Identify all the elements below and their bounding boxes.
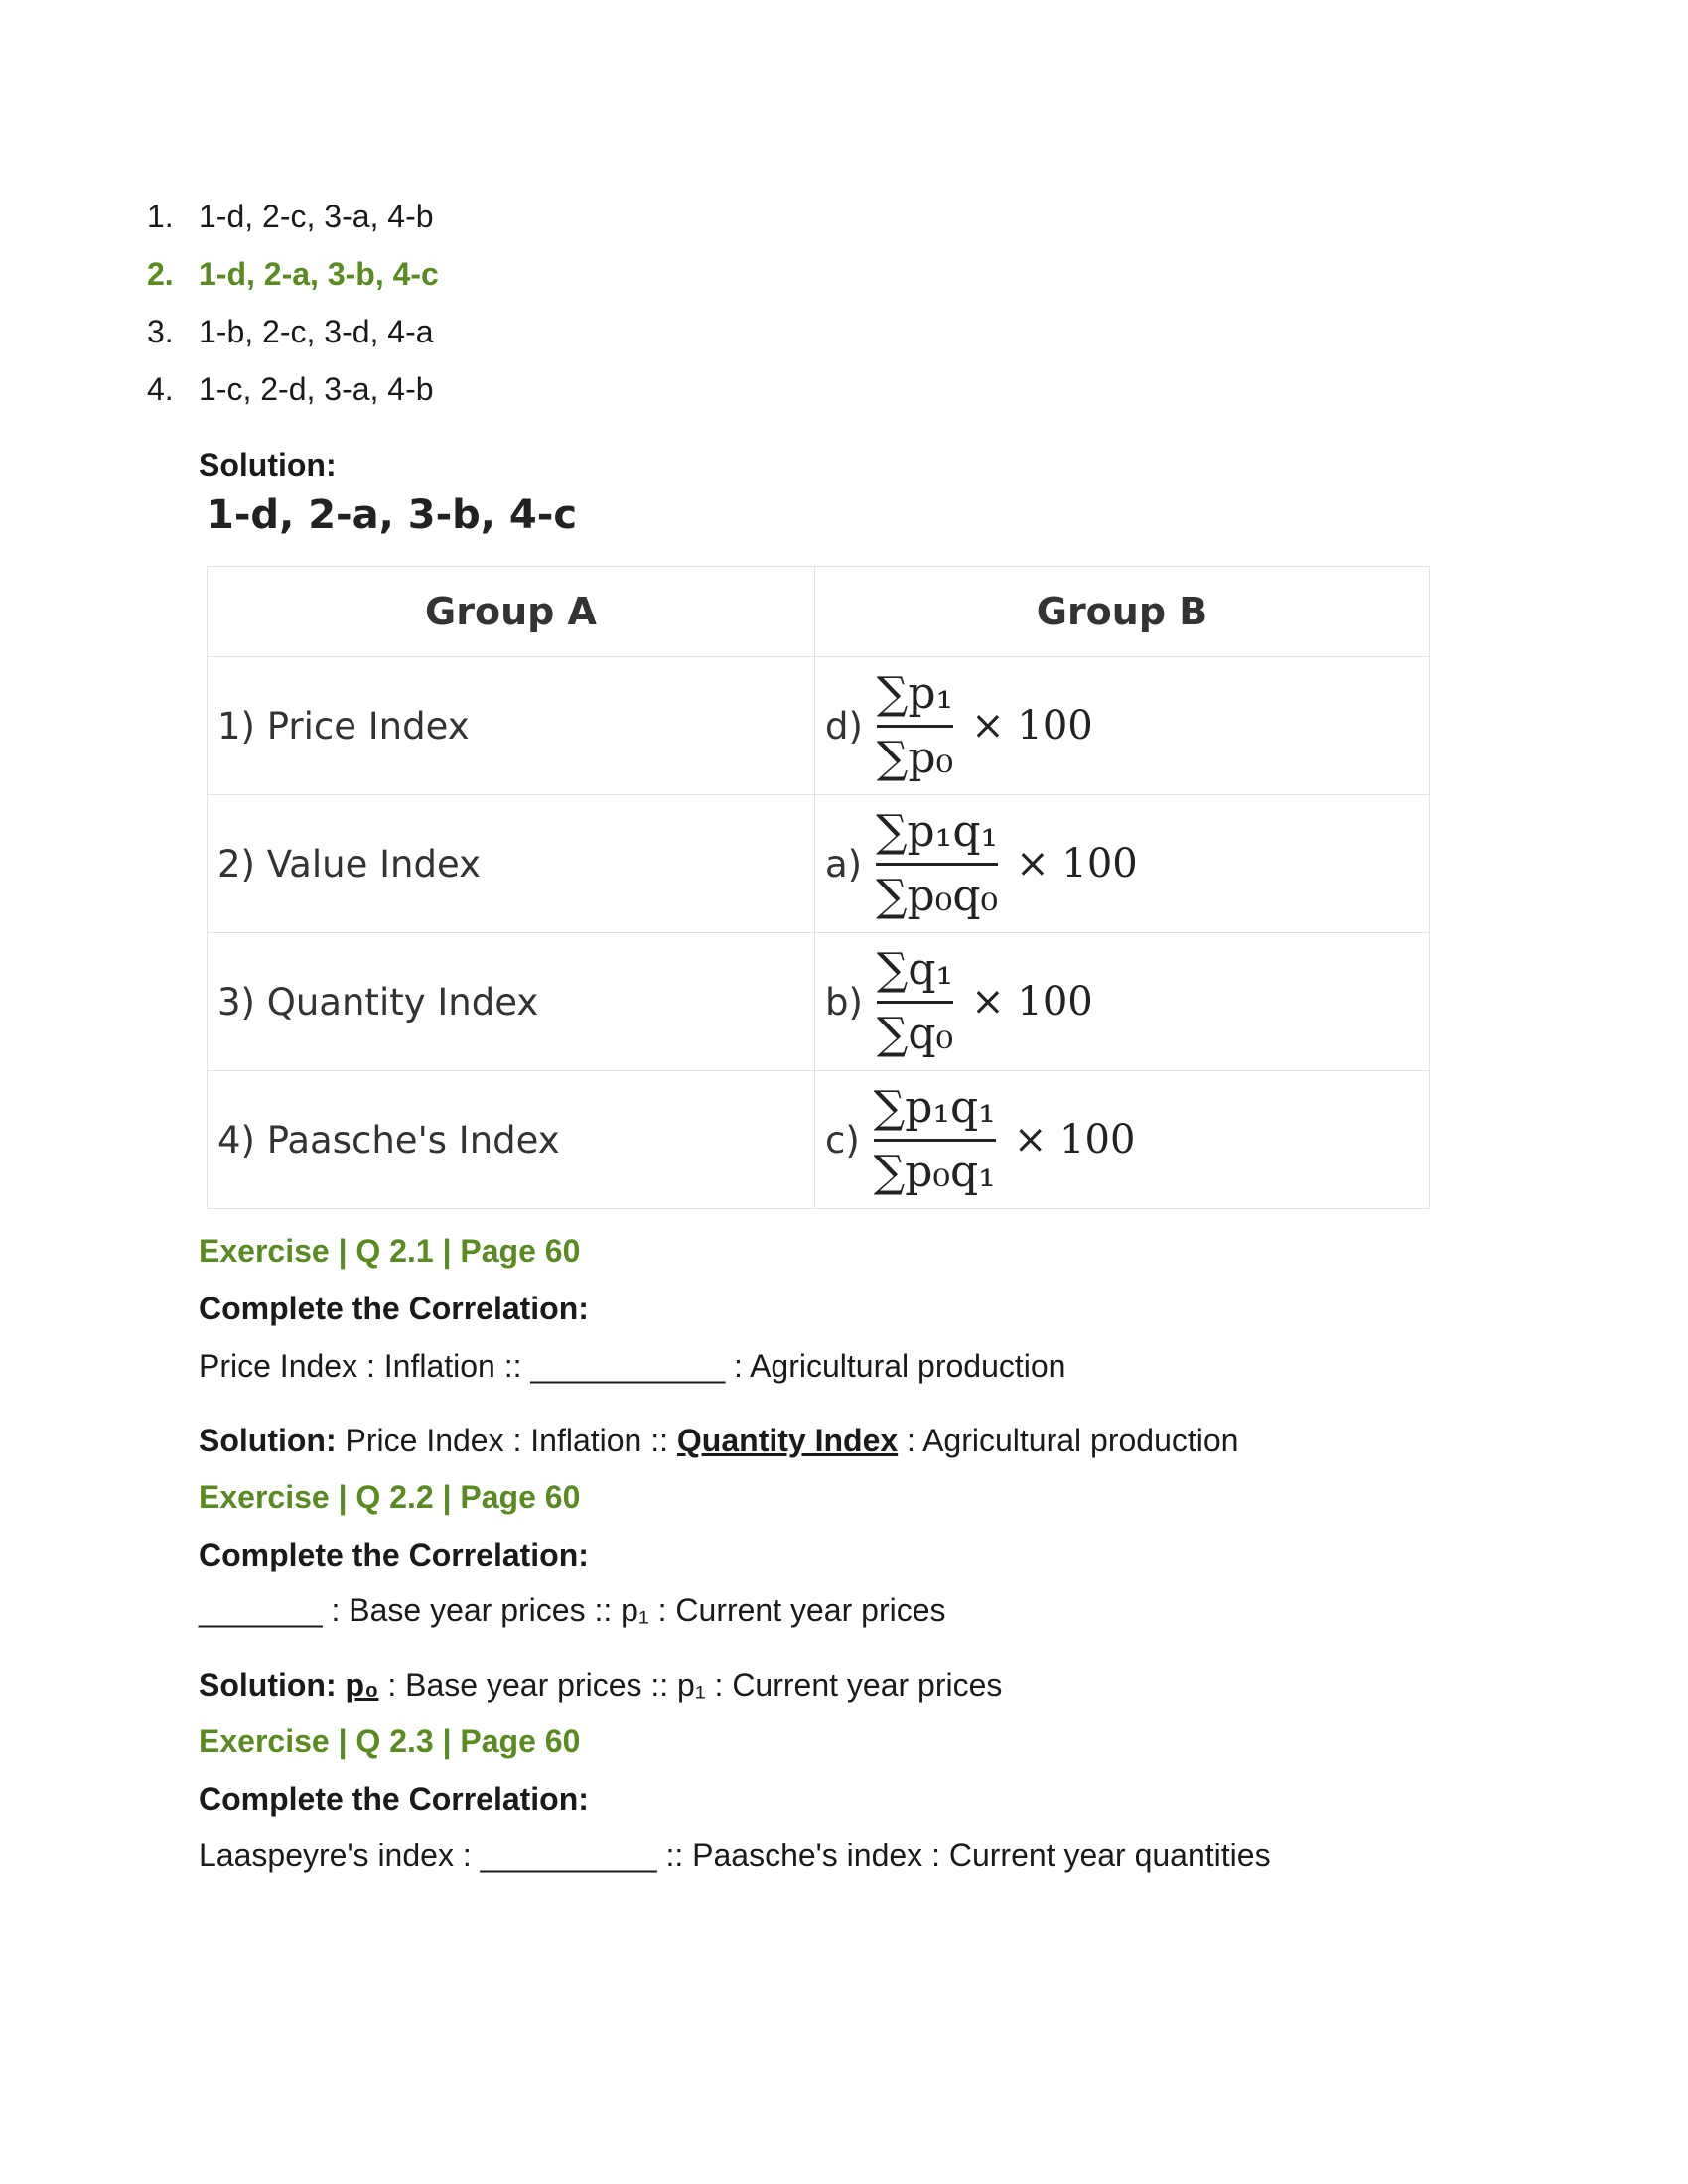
numerator: ∑p₁ [876, 667, 954, 719]
numerator: ∑p₁q₁ [876, 805, 999, 857]
solution-answer: 1-d, 2-a, 3-b, 4-c [207, 492, 578, 538]
multiplier: × 100 [1013, 1117, 1136, 1162]
fraction [874, 1077, 996, 1203]
denominator: ∑p₀q₁ [873, 1146, 996, 1197]
table-row [208, 933, 1430, 1071]
table-row [208, 795, 1430, 933]
exercise-2-2-link[interactable]: Exercise | Q 2.2 | Page 60 [199, 1479, 581, 1515]
exercise-2-1-title: Complete the Correlation: [199, 1291, 589, 1326]
option-number: 4. [147, 371, 174, 407]
numerator: ∑q₁ [876, 943, 954, 995]
solution-text-pre: Price Index : Inflation :: [336, 1423, 677, 1458]
exercise-2-2-question: _______ : Base year prices :: p₁ : Current year prices [199, 1592, 946, 1628]
fraction [876, 801, 998, 927]
option-number: 3. [147, 314, 174, 349]
exercise-2-2-title: Complete the Correlation: [199, 1537, 589, 1572]
solution-label: Solution: [199, 1667, 337, 1703]
exercise-2-3-question: Laaspeyre's index : __________ :: Paasche's index : Current year quantities [199, 1838, 1271, 1873]
multiplier: × 100 [971, 979, 1093, 1024]
solution-text-post: : Base year prices :: p₁ : Current year prices [378, 1667, 1003, 1703]
group-a-cell: 4) Paasche's Index [208, 1071, 815, 1209]
exercise-2-1-question: Price Index : Inflation :: ___________ : Agricultural production [199, 1348, 1066, 1384]
option-text: 1-c, 2-d, 3-a, 4-b [199, 371, 434, 407]
option-4 [147, 371, 434, 408]
formula-letter: a) [825, 842, 863, 886]
solution-label: Solution: [199, 447, 337, 482]
group-b-cell [815, 795, 1430, 933]
option-text: 1-d, 2-a, 3-b, 4-c [199, 256, 439, 292]
option-3 [147, 314, 434, 350]
group-a-cell: 1) Price Index [208, 657, 815, 795]
formula-letter: c) [825, 1118, 860, 1161]
group-a-cell: 3) Quantity Index [208, 933, 815, 1071]
solution-label: Solution: [199, 1423, 337, 1458]
denominator: ∑p₀ [876, 732, 954, 783]
option-text: 1-d, 2-c, 3-a, 4-b [199, 199, 434, 234]
option-2-correct [147, 256, 439, 293]
exercise-2-3-link[interactable]: Exercise | Q 2.3 | Page 60 [199, 1723, 581, 1759]
multiplier: × 100 [971, 703, 1093, 749]
formula-letter: d) [825, 704, 863, 748]
multiplier: × 100 [1016, 841, 1138, 887]
formula-letter: b) [825, 980, 863, 1024]
formula [825, 801, 1428, 927]
formula [825, 1077, 1428, 1203]
denominator: ∑p₀q₀ [876, 870, 999, 921]
numerator: ∑p₁q₁ [873, 1081, 996, 1133]
exercise-2-1-solution [199, 1423, 1238, 1459]
option-number: 1. [147, 199, 174, 234]
fraction [877, 939, 953, 1065]
table-row [208, 1071, 1430, 1209]
option-number: 2. [147, 256, 174, 292]
option-1 [147, 199, 434, 235]
header-group-b: Group B [815, 567, 1430, 657]
exercise-2-3-title: Complete the Correlation: [199, 1781, 589, 1817]
solution-answer: p₀ [345, 1667, 379, 1703]
exercise-2-2-solution [199, 1667, 1002, 1704]
formula [825, 663, 1428, 789]
solution-answer: Quantity Index [676, 1423, 899, 1458]
group-b-cell [815, 933, 1430, 1071]
group-a-cell: 2) Value Index [208, 795, 815, 933]
denominator: ∑q₀ [876, 1008, 954, 1059]
match-table [207, 566, 1430, 1209]
formula [825, 939, 1428, 1065]
table-row [208, 657, 1430, 795]
group-b-cell [815, 657, 1430, 795]
table-header-row [208, 567, 1430, 657]
header-group-a: Group A [208, 567, 815, 657]
group-b-cell [815, 1071, 1430, 1209]
solution-text-post: : Agricultural production [898, 1423, 1239, 1458]
fraction [877, 663, 953, 789]
option-text: 1-b, 2-c, 3-d, 4-a [199, 314, 434, 349]
exercise-2-1-link[interactable]: Exercise | Q 2.1 | Page 60 [199, 1233, 581, 1269]
